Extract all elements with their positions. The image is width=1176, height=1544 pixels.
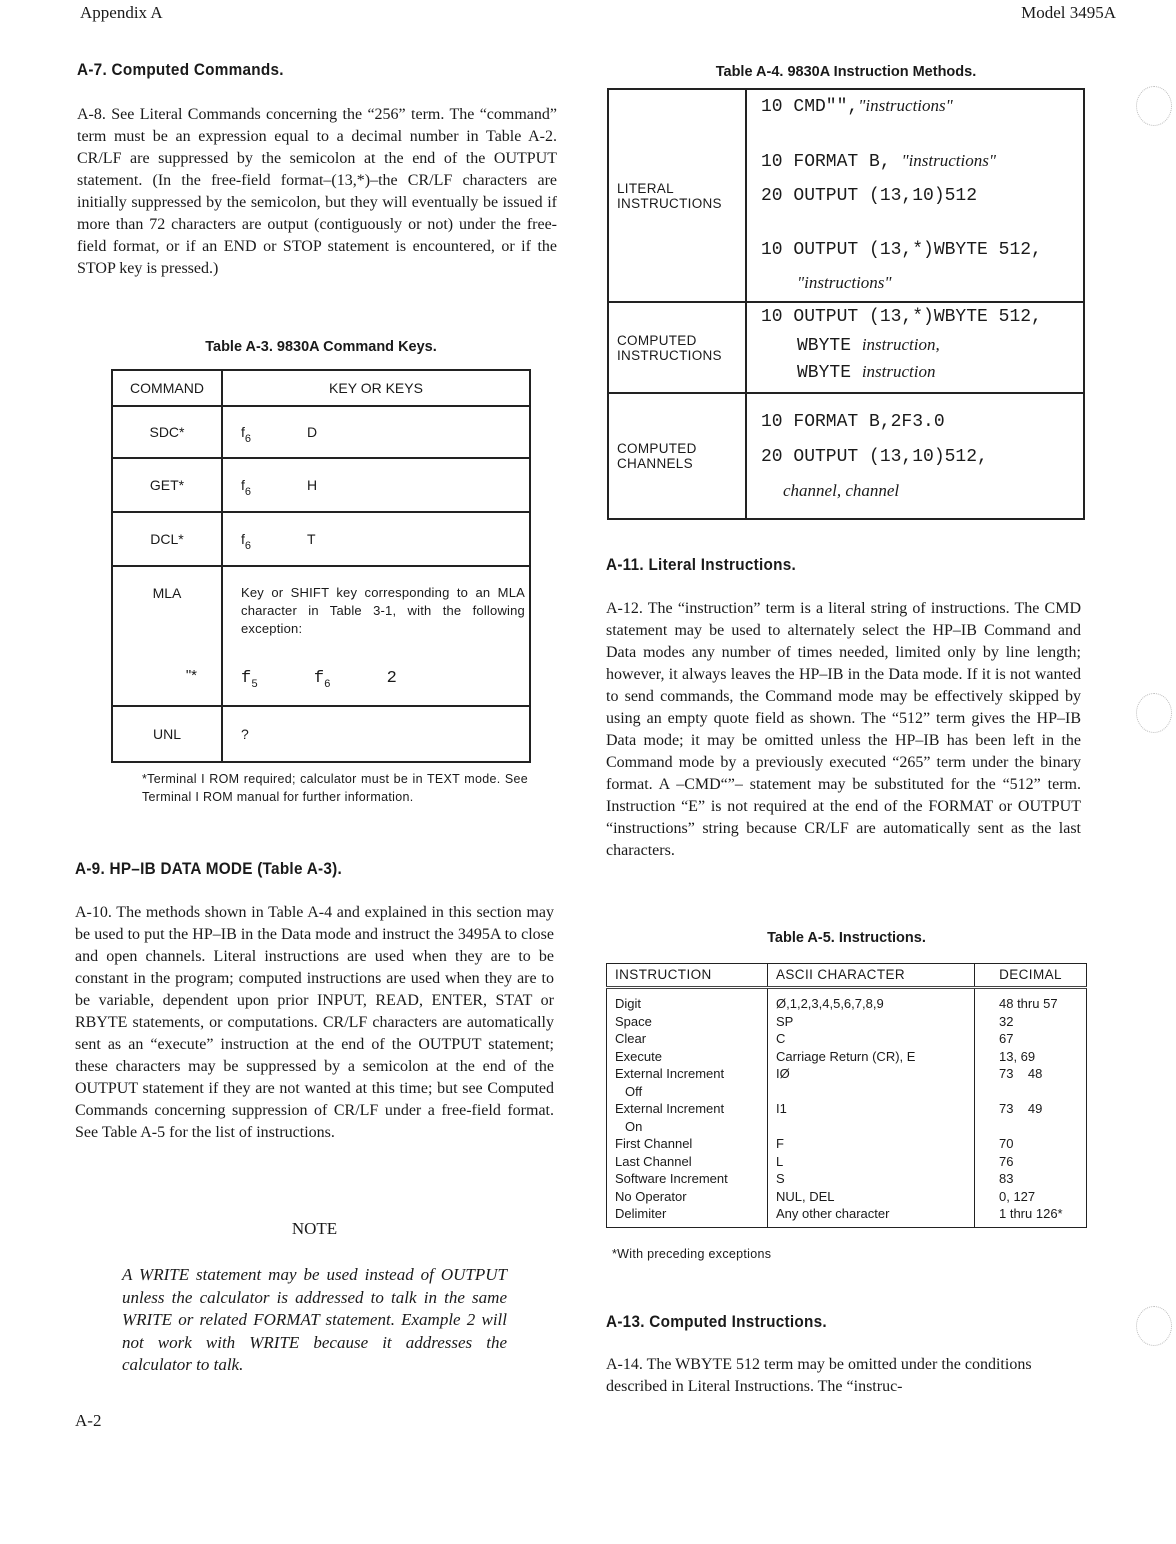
instruction-cell: Off	[607, 1083, 768, 1101]
instruction-cell: External Increment	[607, 1100, 768, 1118]
command-cell: DCL*	[112, 512, 222, 566]
table-row	[607, 1100, 1087, 1118]
key-subscript: 5	[251, 679, 258, 691]
ascii-cell: SP	[768, 1013, 975, 1031]
binder-hole	[1136, 693, 1172, 733]
paragraph-a8: A-8. See Literal Commands concerning the “256” term. The “command” term must be an expression equal to a decimal number in Table A-2. CR/LF are suppressed by the semicolon at the end of the OUTPUT statement. (In the free-field format–(13,*)–the CR/LF characters are initially suppressed by the semicolon, but they will eventually be issued if more than 72 characters are output (contiguously or not) under the free-field format, or if an END or STOP statement is encountered, or if the STOP key is pressed.)	[77, 106, 557, 277]
instruction-cell: Software Increment	[607, 1170, 768, 1188]
section-heading-a9: A-9. HP–IB DATA MODE (Table A-3).	[75, 859, 343, 878]
table-a5-caption: Table A-5. Instructions.	[767, 930, 926, 946]
instruction-cell: Execute	[607, 1048, 768, 1066]
decimal-cell: 73 48	[975, 1065, 1087, 1083]
command-cell: SDC*	[112, 406, 222, 458]
key-f: f	[241, 477, 245, 493]
keys-cell	[222, 512, 530, 566]
table-row	[607, 1205, 1087, 1223]
table-a5-footnote: *With preceding exceptions	[612, 1247, 772, 1261]
decimal-cell: 1 thru 126*	[975, 1205, 1087, 1223]
instruction-cell: Digit	[607, 995, 768, 1013]
command-cell	[112, 566, 222, 706]
key-letter: H	[307, 477, 318, 493]
code-line: 10 CMD"","instructions"	[761, 96, 953, 117]
table-row	[607, 1118, 1087, 1136]
table-row	[607, 1135, 1087, 1153]
table-a3-header-command: COMMAND	[112, 370, 222, 406]
label-line: COMPUTED	[617, 441, 697, 456]
key-subscript: 6	[244, 433, 252, 445]
table-a4	[607, 88, 1085, 520]
instruction-cell: Clear	[607, 1030, 768, 1048]
ascii-cell: NUL, DEL	[768, 1188, 975, 1206]
table-row	[607, 995, 1087, 1013]
label-line: INSTRUCTIONS	[617, 347, 722, 363]
table-row	[607, 1048, 1087, 1066]
instruction-cell: External Increment	[607, 1065, 768, 1083]
binder-hole	[1136, 1306, 1172, 1346]
paragraph-a14: A-14. The WBYTE 512 term may be omitted under the conditions described in Literal Instructions. The “instruc-	[606, 1356, 1032, 1395]
computed-channels-code	[746, 393, 1084, 519]
ascii-cell: F	[768, 1135, 975, 1153]
instruction-cell: Last Channel	[607, 1153, 768, 1171]
instruction-cell: Space	[607, 1013, 768, 1031]
instruction-cell: No Operator	[607, 1188, 768, 1206]
table-a5-header-instruction: INSTRUCTION	[607, 964, 768, 988]
decimal-cell: 13, 69	[975, 1048, 1087, 1066]
note-heading: NOTE	[291, 1219, 338, 1238]
keys-cell: ?	[222, 706, 530, 762]
table-row	[608, 302, 1084, 393]
keys-cell	[222, 566, 530, 706]
section-heading-a7: A-7. Computed Commands.	[77, 60, 284, 79]
ascii-cell: IØ	[768, 1065, 975, 1083]
decimal-cell: 73 49	[975, 1100, 1087, 1118]
table-row	[112, 458, 530, 512]
table-row	[112, 566, 530, 706]
ascii-cell: I1	[768, 1100, 975, 1118]
table-a3-header-keys: KEY OR KEYS	[222, 370, 530, 406]
table-row	[607, 1188, 1087, 1206]
key-subscript: 6	[244, 540, 252, 552]
literal-instructions-code	[746, 89, 1084, 302]
code-line: 10 OUTPUT (13,*)WBYTE 512,	[761, 307, 1042, 327]
label-computed-channels	[608, 393, 746, 519]
code-line: channel, channel	[783, 481, 900, 500]
instruction-cell: Delimiter	[607, 1205, 768, 1223]
instruction-cell: On	[607, 1118, 768, 1136]
table-a3-footnote: *Terminal I ROM required; calculator must be in TEXT mode. See Terminal I ROM manual for further information.	[142, 772, 528, 804]
label-line: CHANNELS	[617, 456, 693, 471]
table-row	[607, 1013, 1087, 1031]
table-row	[607, 1170, 1087, 1188]
table-a5	[606, 963, 1087, 1228]
command-cell: UNL	[112, 706, 222, 762]
key-letter: T	[307, 531, 316, 547]
ascii-cell: S	[768, 1170, 975, 1188]
mla-description: Key or SHIFT key corresponding to an MLA character in Table 3-1, with the following exception:	[241, 585, 525, 636]
table-row	[608, 89, 1084, 302]
key-letter: D	[307, 424, 318, 440]
table-row	[112, 406, 530, 458]
code-line: 20 OUTPUT (13,10)512	[761, 186, 978, 206]
table-row	[112, 512, 530, 566]
decimal-cell: 67	[975, 1030, 1087, 1048]
ascii-cell	[768, 1083, 975, 1101]
running-header-left: Appendix A	[80, 3, 163, 22]
ascii-cell	[768, 1118, 975, 1136]
code-line: WBYTE instruction,	[797, 335, 940, 356]
running-header-right: Model 3495A	[1021, 3, 1116, 22]
table-a4-caption: Table A-4. 9830A Instruction Methods.	[715, 64, 977, 80]
decimal-cell: 83	[975, 1170, 1087, 1188]
key-f: f	[241, 669, 252, 688]
section-heading-a11: A-11. Literal Instructions.	[606, 555, 797, 574]
page-number: A-2	[75, 1411, 102, 1430]
decimal-cell: 32	[975, 1013, 1087, 1031]
keys-cell	[222, 406, 530, 458]
key-f: f	[241, 531, 245, 547]
table-row	[608, 393, 1084, 519]
ascii-cell: C	[768, 1030, 975, 1048]
computed-instructions-code	[746, 302, 1084, 393]
label-line: INSTRUCTIONS	[617, 195, 722, 211]
table-row	[607, 1083, 1087, 1101]
mla-exception-label: "*	[185, 667, 197, 684]
instruction-cell: First Channel	[607, 1135, 768, 1153]
table-row	[607, 1065, 1087, 1083]
code-line: 20 OUTPUT (13,10)512,	[761, 447, 988, 467]
key-subscript: 6	[244, 486, 252, 498]
table-row	[607, 1030, 1087, 1048]
decimal-cell	[975, 1118, 1087, 1136]
key-digit: 2	[386, 669, 397, 688]
table-row	[112, 706, 530, 762]
code-line: "instructions"	[797, 273, 892, 292]
section-heading-a13: A-13. Computed Instructions.	[606, 1312, 827, 1331]
mla-exception-keys	[241, 669, 397, 691]
ascii-cell: Ø,1,2,3,4,5,6,7,8,9	[768, 995, 975, 1013]
table-a5-header-ascii: ASCII CHARACTER	[768, 964, 975, 988]
keys-cell	[222, 458, 530, 512]
code-line: WBYTE instruction	[797, 362, 936, 383]
code-line: 10 FORMAT B, "instructions"	[761, 151, 996, 172]
command-cell: GET*	[112, 458, 222, 512]
ascii-cell: Carriage Return (CR), E	[768, 1048, 975, 1066]
table-a3	[111, 369, 531, 763]
mla-label: MLA	[152, 585, 182, 601]
table-a3-caption: Table A-3. 9830A Command Keys.	[205, 339, 437, 355]
code-line: 10 FORMAT B,2F3.0	[761, 412, 945, 432]
key-f: f	[313, 669, 325, 688]
decimal-cell: 70	[975, 1135, 1087, 1153]
note-text: A WRITE statement may be used instead of OUTPUT unless the calculator is addressed to talk in the same WRITE or related FORMAT statement. Example 2 will not work with WRITE because it addresses the calculator to talk.	[122, 1265, 507, 1374]
code-line: 10 OUTPUT (13,*)WBYTE 512,	[761, 240, 1042, 260]
label-line: LITERAL	[617, 180, 674, 196]
key-f: f	[241, 424, 245, 440]
decimal-cell	[975, 1083, 1087, 1101]
key-subscript: 6	[324, 679, 331, 691]
ascii-cell: Any other character	[768, 1205, 975, 1223]
binder-hole	[1136, 86, 1172, 126]
label-literal-instructions	[608, 89, 746, 302]
label-line: COMPUTED	[617, 332, 697, 348]
paragraph-a12: A-12. The “instruction” term is a literal string of instructions. The CMD statement may be used to alternately select the HP–IB Command and Data modes any number of times needed, limited only by line length; however, it always leaves the HP–IB in the Data mode. If it is not wanted to send commands, the Command mode may be effectively skipped by using an empty quote field as shown. The “512” term gives the HP–IB Data mode; it may be omitted unless the HP–IB has been left in the Command mode by a previously executed “265” term under the binary format. A –CMD“”– statement may be substituted for the “512” term. Instruction “E” is not required at the end of the FORMAT or OUTPUT “instructions” string because CR/LF are automatically sent as the last characters.	[606, 600, 1081, 859]
decimal-cell: 0, 127	[975, 1188, 1087, 1206]
decimal-cell: 48 thru 57	[975, 995, 1087, 1013]
table-a5-header-decimal: DECIMAL	[975, 964, 1087, 988]
label-computed-instructions	[608, 302, 746, 393]
ascii-cell: L	[768, 1153, 975, 1171]
table-row	[607, 1153, 1087, 1171]
paragraph-a10: A-10. The methods shown in Table A-4 and explained in this section may be used to put the HP–IB in the Data mode and instruct the 3495A to close and open channels. Literal instructions are used when they are to be constant in the program; computed instructions are used when they are to be variable, dependent upon prior INPUT, READ, ENTER, STAT or RBYTE statements, or computations. CR/LF characters are automatically sent as an “execute” instruction at the end of the OUTPUT statement; these characters may be suppressed by a semicolon at the end of the OUTPUT statement if they are not wanted at this time; but see Computed Commands concerning suppression of CR/LF under a free-field format. See Table A-5 for the list of instructions.	[75, 904, 554, 1141]
decimal-cell: 76	[975, 1153, 1087, 1171]
